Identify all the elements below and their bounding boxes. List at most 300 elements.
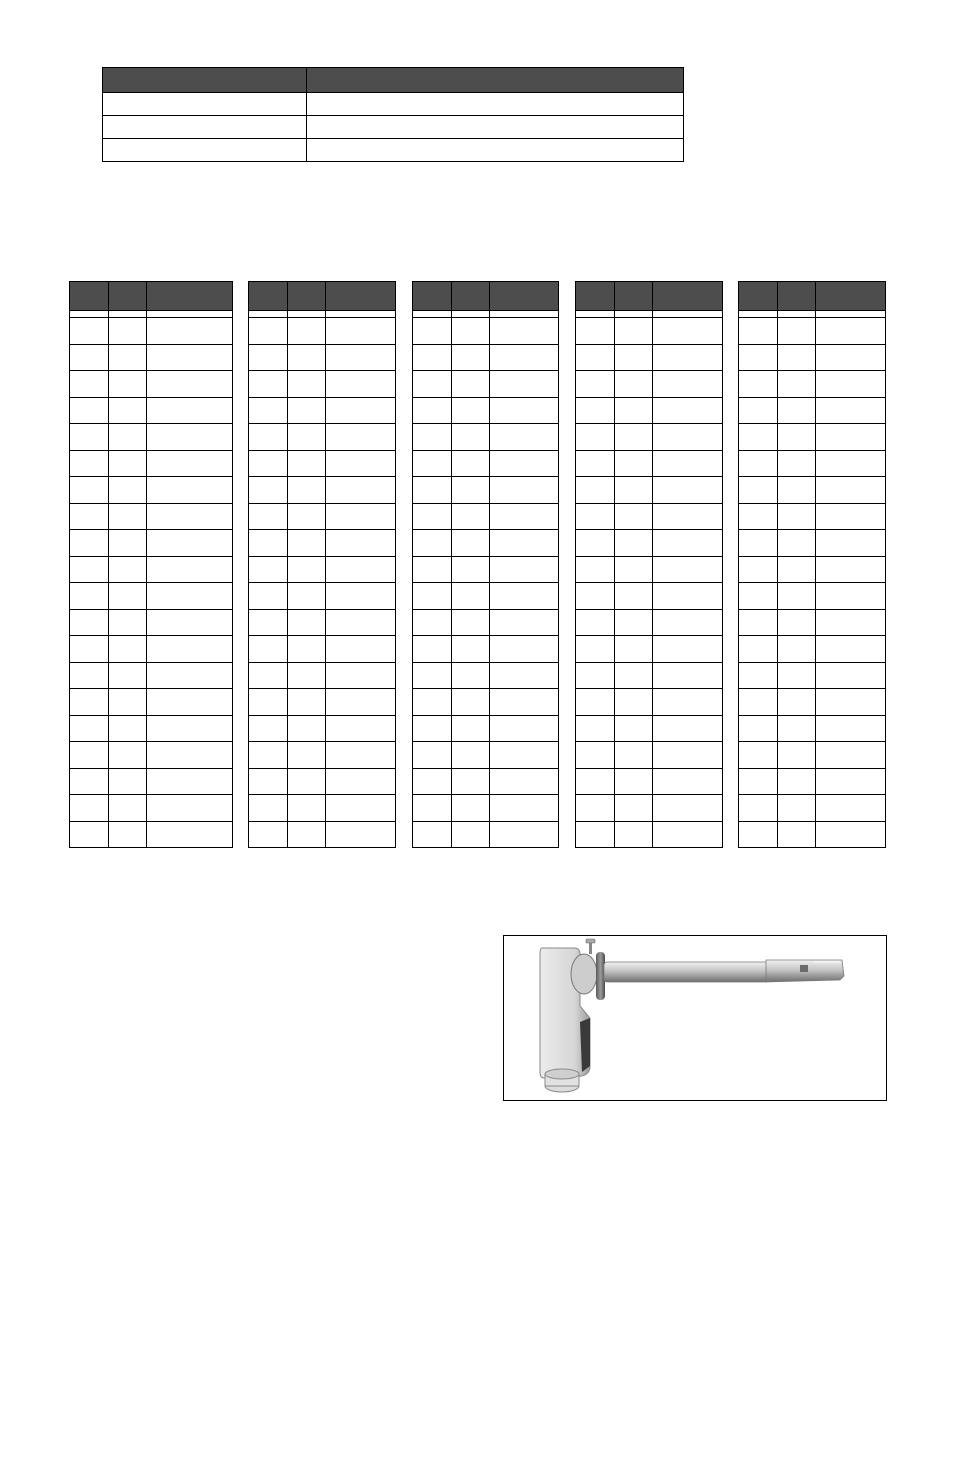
- table-cell: [576, 504, 615, 530]
- table-cell: [109, 822, 148, 849]
- table-cell: [490, 822, 558, 849]
- table-row: [70, 742, 232, 769]
- table-row: [249, 398, 395, 425]
- table-cell: [249, 424, 288, 450]
- table-cell: [576, 398, 615, 424]
- grid-table-subheader-row: [70, 310, 232, 318]
- table-cell: [576, 557, 615, 583]
- table-cell: [326, 398, 395, 424]
- table-cell: [413, 742, 452, 768]
- table-cell: [490, 424, 558, 450]
- table-cell: [109, 716, 148, 742]
- table-cell: [70, 371, 109, 397]
- grid-header-cell: [70, 282, 109, 310]
- table-row: [70, 451, 232, 478]
- table-cell: [490, 795, 558, 821]
- summary-cell: [103, 116, 307, 138]
- table-cell: [413, 689, 452, 715]
- table-cell: [739, 742, 778, 768]
- summary-header-cell: [307, 68, 683, 92]
- table-cell: [778, 557, 817, 583]
- table-row: [249, 530, 395, 557]
- table-cell: [452, 769, 491, 795]
- table-cell: [288, 610, 327, 636]
- table-row: [70, 663, 232, 690]
- table-row: [739, 318, 885, 345]
- table-cell: [816, 742, 885, 768]
- table-cell: [326, 424, 395, 450]
- table-cell: [490, 477, 558, 503]
- table-cell: [452, 822, 491, 849]
- table-row: [576, 477, 722, 504]
- grid-subheader-cell: [288, 311, 327, 317]
- grid-table-header-row: [739, 282, 885, 310]
- table-cell: [778, 822, 817, 849]
- table-cell: [452, 424, 491, 450]
- table-cell: [615, 795, 654, 821]
- table-cell: [653, 504, 722, 530]
- table-cell: [413, 583, 452, 609]
- grid-table-header-row: [249, 282, 395, 310]
- table-cell: [739, 557, 778, 583]
- table-cell: [413, 795, 452, 821]
- grid-subheader-cell: [413, 311, 452, 317]
- table-cell: [653, 318, 722, 344]
- table-row: [249, 769, 395, 796]
- table-cell: [739, 345, 778, 371]
- table-row: [739, 663, 885, 690]
- table-cell: [70, 769, 109, 795]
- table-cell: [109, 583, 148, 609]
- table-cell: [653, 822, 722, 849]
- table-cell: [147, 610, 232, 636]
- table-row: [739, 371, 885, 398]
- table-cell: [615, 769, 654, 795]
- table-cell: [653, 716, 722, 742]
- table-row: [739, 477, 885, 504]
- table-cell: [778, 795, 817, 821]
- table-cell: [288, 663, 327, 689]
- summary-table: [102, 67, 684, 162]
- table-cell: [452, 398, 491, 424]
- table-cell: [147, 822, 232, 849]
- table-cell: [70, 504, 109, 530]
- table-cell: [70, 345, 109, 371]
- table-cell: [576, 822, 615, 849]
- table-row: [249, 504, 395, 531]
- table-cell: [653, 610, 722, 636]
- table-cell: [109, 371, 148, 397]
- grid-header-cell: [288, 282, 327, 310]
- table-cell: [490, 663, 558, 689]
- table-cell: [816, 345, 885, 371]
- table-cell: [816, 477, 885, 503]
- table-cell: [452, 742, 491, 768]
- table-cell: [288, 795, 327, 821]
- table-cell: [452, 371, 491, 397]
- table-cell: [288, 689, 327, 715]
- table-row: [70, 583, 232, 610]
- table-cell: [249, 689, 288, 715]
- table-cell: [739, 530, 778, 556]
- table-cell: [109, 557, 148, 583]
- table-cell: [109, 398, 148, 424]
- table-row: [70, 318, 232, 345]
- table-cell: [109, 318, 148, 344]
- table-cell: [576, 318, 615, 344]
- table-row: [413, 345, 558, 372]
- table-row: [413, 530, 558, 557]
- table-cell: [413, 398, 452, 424]
- table-cell: [653, 583, 722, 609]
- table-cell: [490, 345, 558, 371]
- table-cell: [147, 689, 232, 715]
- table-cell: [452, 689, 491, 715]
- table-cell: [576, 583, 615, 609]
- table-cell: [147, 530, 232, 556]
- table-row: [739, 345, 885, 372]
- table-row: [413, 371, 558, 398]
- table-cell: [576, 371, 615, 397]
- table-cell: [816, 795, 885, 821]
- table-cell: [816, 636, 885, 662]
- table-cell: [147, 716, 232, 742]
- table-cell: [576, 424, 615, 450]
- grid-header-cell: [576, 282, 615, 310]
- table-cell: [739, 716, 778, 742]
- table-cell: [147, 795, 232, 821]
- table-cell: [70, 689, 109, 715]
- table-row: [413, 822, 558, 849]
- table-cell: [816, 557, 885, 583]
- table-row: [739, 424, 885, 451]
- table-cell: [778, 636, 817, 662]
- table-cell: [249, 795, 288, 821]
- table-cell: [326, 451, 395, 477]
- table-row: [413, 424, 558, 451]
- table-cell: [739, 689, 778, 715]
- grid-header-cell: [326, 282, 395, 310]
- table-row: [576, 795, 722, 822]
- table-row: [576, 610, 722, 637]
- table-row: [70, 769, 232, 796]
- table-cell: [249, 451, 288, 477]
- table-cell: [615, 689, 654, 715]
- table-cell: [452, 610, 491, 636]
- table-cell: [326, 477, 395, 503]
- table-cell: [615, 477, 654, 503]
- grid-subheader-cell: [576, 311, 615, 317]
- table-cell: [288, 504, 327, 530]
- table-cell: [615, 530, 654, 556]
- table-row: [413, 477, 558, 504]
- table-cell: [70, 530, 109, 556]
- table-row: [576, 345, 722, 372]
- table-row: [413, 742, 558, 769]
- table-row: [413, 504, 558, 531]
- table-row: [413, 398, 558, 425]
- table-cell: [109, 663, 148, 689]
- table-cell: [452, 530, 491, 556]
- table-row: [576, 504, 722, 531]
- table-cell: [249, 318, 288, 344]
- table-cell: [615, 345, 654, 371]
- table-row: [576, 557, 722, 584]
- table-row: [70, 795, 232, 822]
- table-row: [413, 583, 558, 610]
- table-row: [413, 557, 558, 584]
- grid-subheader-cell: [326, 311, 395, 317]
- table-row: [576, 636, 722, 663]
- grid-header-cell: [249, 282, 288, 310]
- table-row: [739, 451, 885, 478]
- table-cell: [452, 663, 491, 689]
- table-cell: [490, 610, 558, 636]
- table-cell: [288, 769, 327, 795]
- table-row: [413, 610, 558, 637]
- table-row: [249, 689, 395, 716]
- grid-header-cell: [816, 282, 885, 310]
- table-cell: [490, 769, 558, 795]
- table-cell: [653, 398, 722, 424]
- summary-cell: [103, 93, 307, 115]
- table-cell: [653, 345, 722, 371]
- table-cell: [288, 424, 327, 450]
- table-row: [70, 371, 232, 398]
- table-cell: [778, 716, 817, 742]
- table-cell: [452, 716, 491, 742]
- table-row: [576, 716, 722, 743]
- table-cell: [778, 742, 817, 768]
- table-cell: [288, 530, 327, 556]
- table-cell: [452, 451, 491, 477]
- table-cell: [288, 822, 327, 849]
- table-cell: [653, 795, 722, 821]
- table-cell: [615, 371, 654, 397]
- table-cell: [615, 557, 654, 583]
- table-cell: [147, 318, 232, 344]
- table-row: [739, 530, 885, 557]
- table-row: [249, 371, 395, 398]
- table-cell: [615, 504, 654, 530]
- table-cell: [653, 769, 722, 795]
- table-cell: [147, 557, 232, 583]
- table-cell: [615, 318, 654, 344]
- table-cell: [739, 795, 778, 821]
- grid-subheader-cell: [70, 311, 109, 317]
- table-cell: [653, 477, 722, 503]
- grid-subheader-cell: [739, 311, 778, 317]
- table-cell: [816, 451, 885, 477]
- grid-table-header-row: [70, 282, 232, 310]
- table-cell: [70, 477, 109, 503]
- table-cell: [576, 769, 615, 795]
- table-cell: [109, 689, 148, 715]
- table-cell: [70, 583, 109, 609]
- summary-header-cell: [103, 68, 307, 92]
- table-cell: [653, 689, 722, 715]
- table-cell: [739, 663, 778, 689]
- table-cell: [326, 557, 395, 583]
- table-cell: [816, 716, 885, 742]
- table-row: [70, 689, 232, 716]
- table-cell: [70, 557, 109, 583]
- table-cell: [147, 636, 232, 662]
- table-row: [576, 689, 722, 716]
- table-cell: [452, 557, 491, 583]
- table-cell: [490, 716, 558, 742]
- table-cell: [147, 477, 232, 503]
- table-row: [249, 424, 395, 451]
- grid-subheader-cell: [109, 311, 148, 317]
- table-cell: [288, 742, 327, 768]
- table-cell: [615, 451, 654, 477]
- table-cell: [615, 822, 654, 849]
- table-cell: [249, 371, 288, 397]
- table-cell: [653, 557, 722, 583]
- table-cell: [288, 345, 327, 371]
- table-cell: [490, 530, 558, 556]
- table-cell: [452, 636, 491, 662]
- summary-row: [103, 116, 683, 139]
- table-cell: [653, 663, 722, 689]
- table-cell: [70, 716, 109, 742]
- table-cell: [326, 530, 395, 556]
- table-cell: [70, 318, 109, 344]
- table-cell: [413, 716, 452, 742]
- table-cell: [109, 451, 148, 477]
- table-cell: [249, 663, 288, 689]
- table-cell: [109, 742, 148, 768]
- table-row: [739, 583, 885, 610]
- table-cell: [816, 318, 885, 344]
- table-row: [249, 557, 395, 584]
- table-row: [739, 769, 885, 796]
- table-cell: [249, 769, 288, 795]
- product-figure: [503, 935, 887, 1101]
- table-row: [576, 742, 722, 769]
- table-cell: [326, 371, 395, 397]
- table-cell: [147, 345, 232, 371]
- table-cell: [249, 822, 288, 849]
- table-cell: [288, 583, 327, 609]
- table-cell: [70, 424, 109, 450]
- table-cell: [452, 795, 491, 821]
- table-cell: [816, 371, 885, 397]
- grid-header-cell: [109, 282, 148, 310]
- table-row: [413, 689, 558, 716]
- table-cell: [147, 451, 232, 477]
- grid-table-3: [412, 281, 559, 848]
- summary-cell: [307, 93, 683, 115]
- table-row: [576, 398, 722, 425]
- table-cell: [288, 451, 327, 477]
- table-row: [739, 689, 885, 716]
- table-cell: [288, 557, 327, 583]
- table-cell: [288, 318, 327, 344]
- table-cell: [413, 769, 452, 795]
- table-cell: [490, 398, 558, 424]
- table-cell: [249, 504, 288, 530]
- table-cell: [490, 742, 558, 768]
- table-cell: [326, 822, 395, 849]
- table-cell: [576, 451, 615, 477]
- table-cell: [147, 583, 232, 609]
- table-cell: [576, 345, 615, 371]
- table-cell: [413, 504, 452, 530]
- table-cell: [615, 636, 654, 662]
- table-cell: [70, 742, 109, 768]
- summary-cell: [103, 139, 307, 162]
- table-cell: [739, 769, 778, 795]
- grid-header-cell: [615, 282, 654, 310]
- table-cell: [576, 742, 615, 768]
- table-row: [739, 822, 885, 849]
- table-cell: [249, 345, 288, 371]
- table-row: [576, 822, 722, 849]
- table-cell: [615, 716, 654, 742]
- grid-subheader-cell: [452, 311, 491, 317]
- table-row: [739, 610, 885, 637]
- table-cell: [147, 371, 232, 397]
- grid-header-cell: [739, 282, 778, 310]
- table-cell: [249, 636, 288, 662]
- table-cell: [816, 663, 885, 689]
- table-row: [576, 663, 722, 690]
- table-cell: [778, 477, 817, 503]
- table-cell: [109, 530, 148, 556]
- table-row: [576, 530, 722, 557]
- table-cell: [778, 424, 817, 450]
- table-cell: [576, 530, 615, 556]
- table-row: [739, 742, 885, 769]
- table-cell: [778, 610, 817, 636]
- table-cell: [413, 636, 452, 662]
- grid-table-subheader-row: [413, 310, 558, 318]
- table-cell: [109, 477, 148, 503]
- table-cell: [816, 689, 885, 715]
- table-cell: [576, 716, 615, 742]
- summary-cell: [307, 139, 683, 162]
- table-cell: [816, 504, 885, 530]
- table-row: [70, 636, 232, 663]
- table-cell: [778, 583, 817, 609]
- table-cell: [326, 610, 395, 636]
- table-cell: [576, 663, 615, 689]
- table-cell: [249, 398, 288, 424]
- table-cell: [326, 716, 395, 742]
- table-row: [576, 424, 722, 451]
- table-cell: [109, 636, 148, 662]
- table-cell: [490, 636, 558, 662]
- table-cell: [326, 769, 395, 795]
- table-cell: [653, 451, 722, 477]
- table-cell: [452, 318, 491, 344]
- table-cell: [615, 398, 654, 424]
- table-row: [70, 610, 232, 637]
- table-cell: [615, 663, 654, 689]
- table-row: [70, 504, 232, 531]
- table-cell: [816, 822, 885, 849]
- grid-subheader-cell: [816, 311, 885, 317]
- table-cell: [576, 610, 615, 636]
- table-cell: [109, 424, 148, 450]
- table-row: [249, 477, 395, 504]
- table-cell: [413, 451, 452, 477]
- table-row: [70, 345, 232, 372]
- table-cell: [739, 583, 778, 609]
- table-cell: [778, 318, 817, 344]
